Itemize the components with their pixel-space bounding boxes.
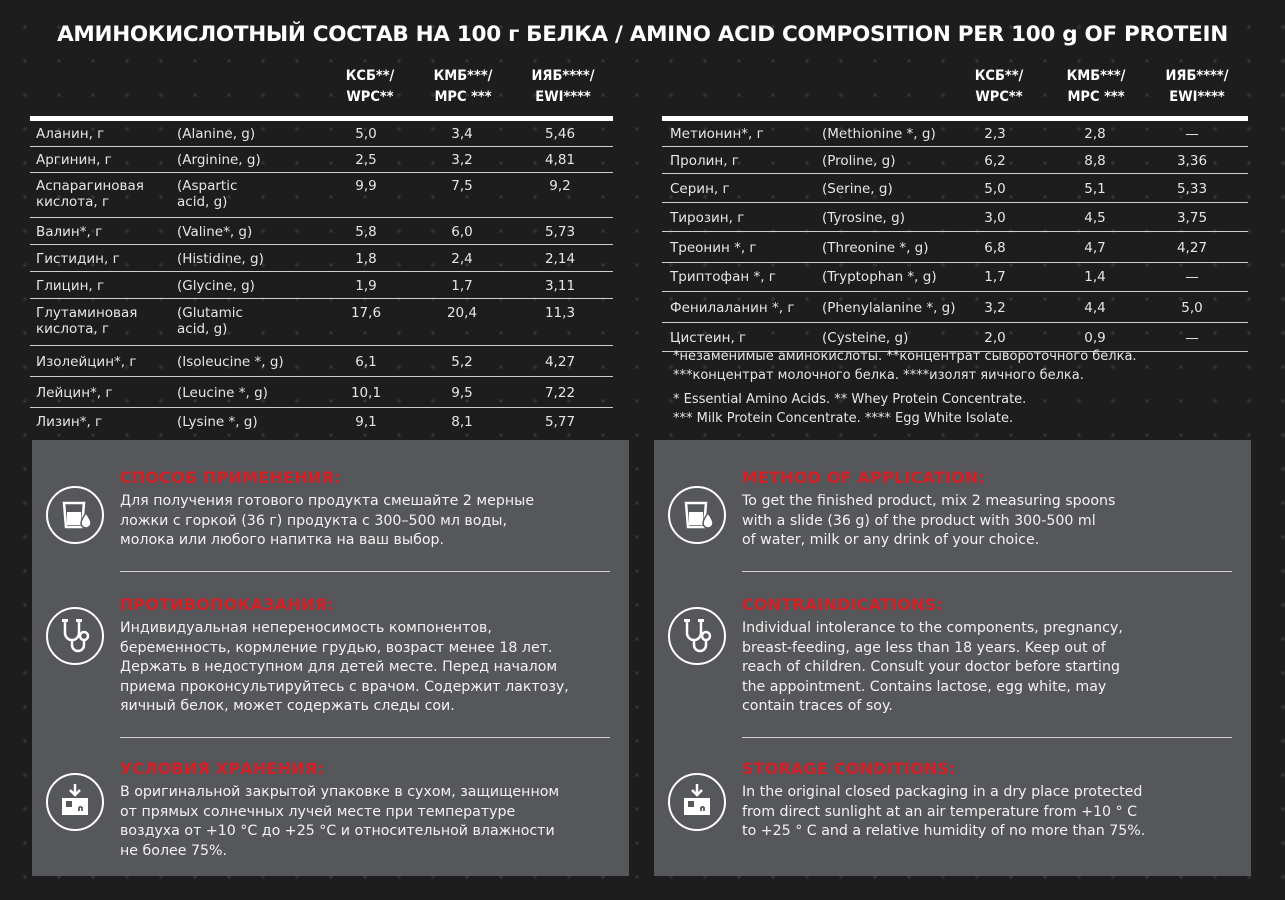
row-name-ru: Глутаминовая кислота, г	[36, 305, 138, 337]
table-row	[30, 245, 613, 272]
value-mpc: 4,4	[1084, 300, 1106, 316]
value-ewi: 5,33	[1176, 181, 1208, 197]
value-mpc: 4,5	[1084, 210, 1106, 226]
value-ewi: —	[1185, 330, 1199, 346]
value-mpc: 7,5	[451, 178, 473, 194]
row-name-en: (Alanine, g)	[177, 126, 256, 142]
value-wpc: 3,2	[984, 300, 1006, 316]
value-ewi: 11,3	[544, 305, 576, 321]
row-name-ru: Тирозин, г	[670, 210, 745, 226]
value-wpc: 3,0	[984, 210, 1006, 226]
header-ewi: ИЯБ****/ EWI****	[1165, 68, 1229, 105]
row-name-ru: Валин*, г	[36, 224, 103, 240]
value-ewi: 5,73	[544, 224, 576, 240]
row-name-en: (Tryptophan *, g)	[822, 269, 937, 285]
section-text: Индивидуальная непереносимость компонентов, беременность, кормление грудью, возраст менее 18 лет. Держать в недоступном для детей месте. Перед началом приема проконсультируйтесь с врачом. Содержит лактозу, яичный белок, может содержать следы сои.	[120, 620, 569, 714]
value-wpc: 6,1	[355, 354, 377, 370]
row-name-ru: Триптофан *, г	[670, 269, 776, 285]
row-name-ru: Аргинин, г	[36, 152, 112, 168]
row-name-en: (Proline, g)	[822, 153, 896, 169]
divider	[742, 571, 1232, 572]
value-wpc: 2,5	[355, 152, 377, 168]
value-ewi: 3,11	[544, 278, 576, 294]
header-wpc: КСБ**/ WPC**	[974, 68, 1024, 105]
row-name-ru: Лизин*, г	[36, 414, 103, 430]
value-wpc: 5,8	[355, 224, 377, 240]
row-name-en: (Threonine *, g)	[822, 240, 929, 256]
row-name-en: (Arginine, g)	[177, 152, 261, 168]
value-ewi: 3,75	[1176, 210, 1208, 226]
row-name-ru: Пролин, г	[670, 153, 739, 169]
row-name-en: (Leucine *, g)	[177, 385, 268, 401]
table-row	[662, 174, 1248, 203]
stethoscope-icon	[46, 607, 104, 665]
table-row	[30, 408, 613, 436]
row-name-en: (Glycine, g)	[177, 278, 255, 294]
info-panel-ru	[32, 440, 629, 876]
row-name-en: (Isoleucine *, g)	[177, 354, 284, 370]
value-wpc: 2,3	[984, 126, 1006, 142]
row-name-en: (Serine, g)	[822, 181, 893, 197]
table-header	[662, 64, 1248, 116]
table-row	[30, 121, 613, 147]
table-row	[662, 147, 1248, 174]
glass-icon	[46, 486, 104, 544]
row-name-ru: Фенилаланин *, г	[670, 300, 795, 316]
value-ewi: 5,77	[544, 414, 576, 430]
section-text: Individual intolerance to the components, pregnancy, breast-feeding, age less than 18 years. Keep out of reach of children. Consult your doctor before starting the appointment. Contains lactose, egg white, may contain traces of soy.	[742, 620, 1123, 714]
row-name-ru: Аспарагиновая кислота, г	[36, 178, 144, 210]
table-row	[662, 232, 1248, 263]
value-mpc: 4,7	[1084, 240, 1106, 256]
value-wpc: 17,6	[350, 305, 382, 321]
value-mpc: 8,8	[1084, 153, 1106, 169]
section-heading: СПОСОБ ПРИМЕНЕНИЯ:	[120, 468, 341, 487]
value-wpc: 9,9	[355, 178, 377, 194]
value-wpc: 1,8	[355, 251, 377, 267]
row-name-en: (Tyrosine, g)	[822, 210, 905, 226]
value-ewi: 4,27	[1176, 240, 1208, 256]
value-wpc: 6,8	[984, 240, 1006, 256]
value-ewi: —	[1185, 126, 1199, 142]
value-mpc: 5,1	[1084, 181, 1106, 197]
value-mpc: 2,4	[451, 251, 473, 267]
row-name-ru: Цистеин, г	[670, 330, 747, 346]
row-name-ru: Изолейцин*, г	[36, 354, 137, 370]
section-heading: METHOD OF APPLICATION:	[742, 468, 986, 487]
value-mpc: 3,2	[451, 152, 473, 168]
value-ewi: 5,0	[1181, 300, 1203, 316]
value-ewi: 9,2	[549, 178, 571, 194]
table-row	[30, 272, 613, 299]
section-heading: ПРОТИВОПОКАЗАНИЯ:	[120, 595, 334, 614]
footnote-en-1: * Essential Amino Acids. ** Whey Protein Concentrate.	[673, 392, 1027, 407]
value-mpc: 8,1	[451, 414, 473, 430]
divider	[120, 571, 610, 572]
header-mpc: КМБ***/ MPC ***	[1066, 68, 1126, 105]
value-wpc: 1,9	[355, 278, 377, 294]
section-text: To get the finished product, mix 2 measuring spoons with a slide (36 g) of the product with 300-500 ml of water, milk or any drink of your choice.	[742, 493, 1116, 548]
row-name-en: (Phenylalanine *, g)	[822, 300, 956, 316]
header-ewi: ИЯБ****/ EWI****	[531, 68, 595, 105]
amino-table-left	[30, 64, 613, 436]
value-ewi: 3,36	[1176, 153, 1208, 169]
row-name-en: (Glutamic acid, g)	[177, 305, 243, 337]
glass-icon	[668, 486, 726, 544]
table-row	[30, 377, 613, 408]
section-heading: CONTRAINDICATIONS:	[742, 595, 944, 614]
value-mpc: 6,0	[451, 224, 473, 240]
value-wpc: 2,0	[984, 330, 1006, 346]
row-name-en: (Cysteine, g)	[822, 330, 909, 346]
table-row	[30, 173, 613, 218]
row-name-ru: Глицин, г	[36, 278, 105, 294]
table-row	[30, 218, 613, 245]
header-wpc: КСБ**/ WPC**	[345, 68, 395, 105]
page-title: АМИНОКИСЛОТНЫЙ СОСТАВ НА 100 г БЕЛКА / AMINO ACID COMPOSITION PER 100 g OF PROTEIN	[57, 22, 1228, 47]
value-mpc: 1,7	[451, 278, 473, 294]
box-icon	[668, 773, 726, 831]
section-heading: УСЛОВИЯ ХРАНЕНИЯ:	[120, 759, 325, 778]
value-mpc: 9,5	[451, 385, 473, 401]
footnote-ru-2: ***концентрат молочного белка. ****изолят яичного белка.	[673, 368, 1084, 383]
value-ewi: 4,81	[544, 152, 576, 168]
value-wpc: 10,1	[350, 385, 382, 401]
value-mpc: 2,8	[1084, 126, 1106, 142]
value-wpc: 6,2	[984, 153, 1006, 169]
amino-table-right	[662, 64, 1248, 352]
row-name-en: (Histidine, g)	[177, 251, 264, 267]
table-row	[30, 147, 613, 173]
row-name-ru: Серин, г	[670, 181, 730, 197]
value-mpc: 20,4	[446, 305, 478, 321]
value-ewi: 7,22	[544, 385, 576, 401]
value-ewi: 5,46	[544, 126, 576, 142]
value-mpc: 1,4	[1084, 269, 1106, 285]
footnote-en-2: *** Milk Protein Concentrate. **** Egg White Isolate.	[673, 411, 1014, 426]
table-row	[662, 263, 1248, 292]
divider	[742, 737, 1232, 738]
value-wpc: 9,1	[355, 414, 377, 430]
footnote-ru-1: *незаменимые аминокислоты. **концентрат сывороточного белка.	[673, 349, 1137, 364]
row-name-ru: Метионин*, г	[670, 126, 764, 142]
value-wpc: 5,0	[984, 181, 1006, 197]
row-name-en: (Valine*, g)	[177, 224, 253, 240]
value-mpc: 5,2	[451, 354, 473, 370]
row-name-en: (Lysine *, g)	[177, 414, 258, 430]
info-panel-en	[654, 440, 1251, 876]
divider	[120, 737, 610, 738]
row-name-en: (Methionine *, g)	[822, 126, 936, 142]
value-mpc: 0,9	[1084, 330, 1106, 346]
value-ewi: 2,14	[544, 251, 576, 267]
value-ewi: —	[1185, 269, 1199, 285]
table-row	[662, 292, 1248, 323]
box-icon	[46, 773, 104, 831]
value-ewi: 4,27	[544, 354, 576, 370]
table-header	[30, 64, 613, 116]
section-heading: STORAGE CONDITIONS:	[742, 759, 956, 778]
table-row	[30, 299, 613, 346]
row-name-ru: Лейцин*, г	[36, 385, 113, 401]
row-name-ru: Гистидин, г	[36, 251, 120, 267]
row-name-ru: Аланин, г	[36, 126, 105, 142]
value-wpc: 1,7	[984, 269, 1006, 285]
table-row	[662, 203, 1248, 232]
header-mpc: КМБ***/ MPC ***	[433, 68, 493, 105]
section-text: В оригинальной закрытой упаковке в сухом, защищенном от прямых солнечных лучей месте при температуре воздуха от +10 °С до +25 °С и относительной влажности не более 75%.	[120, 784, 560, 859]
row-name-ru: Треонин *, г	[670, 240, 757, 256]
value-mpc: 3,4	[451, 126, 473, 142]
section-text: Для получения готового продукта смешайте 2 мерные ложки с горкой (36 г) продукта с 300–500 мл воды, молока или любого напитка на ваш выбор.	[120, 493, 535, 548]
table-row	[30, 346, 613, 377]
section-text: In the original closed packaging in a dry place protected from direct sunlight at an air temperature from +10 ° C to +25 ° C and a relative humidity of no more than 75%.	[742, 784, 1146, 839]
value-wpc: 5,0	[355, 126, 377, 142]
stethoscope-icon	[668, 607, 726, 665]
row-name-en: (Aspartic acid, g)	[177, 178, 238, 210]
table-row	[662, 121, 1248, 147]
